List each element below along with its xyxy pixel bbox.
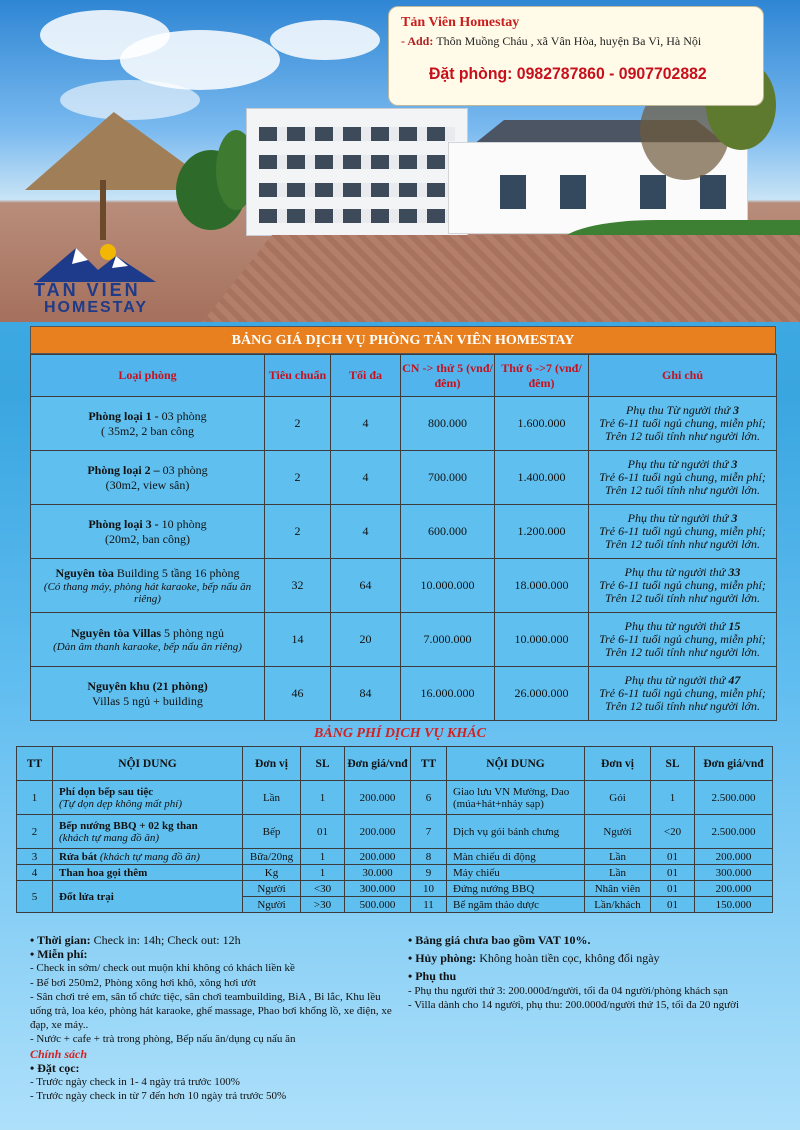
free-item: - Bể bơi 250m2, Phòng xông hơi khô, xông hơi ướt <box>30 976 257 989</box>
note-adults: Trên 12 tuổi tính như người lớn. <box>605 429 760 443</box>
weekday-price-cell: 16.000.000 <box>401 667 495 721</box>
address-value: Thôn Muồng Cháu , xã Vân Hòa, huyện Ba Vì, Hà Nội <box>436 34 702 48</box>
table-row <box>31 613 777 667</box>
table-row <box>17 865 773 881</box>
homestay-name: Tản Viên Homestay <box>401 15 520 30</box>
unit-cell: Lần <box>585 849 651 865</box>
service-sub: (Tự dọn dẹp không mất phí) <box>59 797 183 810</box>
price-table-title: BẢNG GIÁ DỊCH VỤ PHÒNG TẢN VIÊN HOMESTAY <box>30 326 776 354</box>
service-name: Rửa bát <box>59 850 98 863</box>
price-cell: 200.000 <box>345 849 411 865</box>
room-name: Nguyên tòa Villas <box>70 626 161 640</box>
unit-cell: Nhân viên <box>585 881 651 897</box>
price-header-row <box>31 355 777 397</box>
room-count: Building 5 tầng 16 phòng <box>113 566 240 580</box>
table-row <box>17 881 773 897</box>
header-unit: Đơn vị <box>585 747 651 781</box>
service-cell <box>53 849 243 865</box>
max-cell: 4 <box>331 451 401 505</box>
note-children: Trẻ 6-11 tuổi ngủ chung, miễn phí; <box>599 470 766 484</box>
room-type-cell <box>31 451 265 505</box>
header-content: NỘI DUNG <box>447 747 585 781</box>
service-cell <box>53 815 243 849</box>
tt-cell: 10 <box>411 881 447 897</box>
unit-cell: Lần/khách <box>585 897 651 913</box>
qty-cell: 01 <box>651 897 695 913</box>
weekday-price-cell: 700.000 <box>401 451 495 505</box>
service-name: Bể ngâm thảo dược <box>447 897 585 913</box>
hero-photo <box>0 0 800 322</box>
max-cell: 4 <box>331 397 401 451</box>
header-price: Đơn giá/vnđ <box>695 747 773 781</box>
qty-cell: 01 <box>301 815 345 849</box>
qty-cell: >30 <box>301 897 345 913</box>
note-surcharge: Phụ thu từ người thứ <box>624 619 729 633</box>
cancel-label: • Hủy phòng: <box>408 951 477 966</box>
room-name: Nguyên tòa <box>55 566 114 580</box>
room-desc: (Có thang máy, phòng hát karaoke, bếp nấu ăn riêng) <box>43 581 252 605</box>
weekend-price-cell: 1.600.000 <box>495 397 589 451</box>
header-unit: Đơn vị <box>243 747 301 781</box>
note-surcharge: Phụ thu từ người thứ <box>627 457 732 471</box>
surcharge-item: - Villa dành cho 14 người, phụ thu: 200.000đ/người thứ 15, tối đa 20 người <box>408 998 739 1011</box>
tt-cell: 6 <box>411 781 447 815</box>
price-cell: 2.500.000 <box>695 781 773 815</box>
header-room-type: Loại phòng <box>31 355 265 397</box>
price-cell: 200.000 <box>345 815 411 849</box>
note-children: Trẻ 6-11 tuổi ngủ chung, miễn phí; <box>599 416 766 430</box>
service-name: Đứng nướng BBQ <box>447 881 585 897</box>
room-name: Nguyên khu (21 phòng) <box>87 678 208 693</box>
table-row <box>31 667 777 721</box>
checkin-time <box>30 933 400 947</box>
unit-cell: Người <box>243 881 301 897</box>
table-row <box>17 849 773 865</box>
header-max: Tối đa <box>331 355 401 397</box>
services-table <box>16 746 772 913</box>
weekend-price-cell: 26.000.000 <box>495 667 589 721</box>
weekday-price-cell: 800.000 <box>401 397 495 451</box>
header-qty: SL <box>301 747 345 781</box>
standard-cell: 14 <box>265 613 331 667</box>
header-tt: TT <box>411 747 447 781</box>
room-desc: (30m2, view sân) <box>105 477 190 492</box>
weekday-price-cell: 10.000.000 <box>401 559 495 613</box>
price-cell: 30.000 <box>345 865 411 881</box>
service-name: Dịch vụ gói bánh chưng <box>447 815 585 849</box>
note-surcharge-number: 3 <box>731 457 738 471</box>
header-qty: SL <box>651 747 695 781</box>
note-surcharge-number: 33 <box>728 565 741 579</box>
header-content: NỘI DUNG <box>53 747 243 781</box>
weekend-price-cell: 18.000.000 <box>495 559 589 613</box>
room-type-cell <box>31 505 265 559</box>
service-name: Than hoa gọi thêm <box>53 865 243 881</box>
vat-note: • Bảng giá chưa bao gồm VAT 10%. <box>408 933 591 947</box>
unit-cell: Gói <box>585 781 651 815</box>
contact-box <box>388 6 764 106</box>
standard-cell: 32 <box>265 559 331 613</box>
max-cell: 4 <box>331 505 401 559</box>
service-name: Đốt lửa trại <box>53 881 243 913</box>
service-name: Bếp nướng BBQ + 02 kg than <box>59 819 198 832</box>
room-type-cell <box>31 613 265 667</box>
free-item: - Check in sớm/ check out muộn khi không có khách liền kề <box>30 962 295 975</box>
qty-cell: <20 <box>651 815 695 849</box>
surcharge-item: - Phụ thu người thứ 3: 200.000đ/người, tối đa 04 người/phòng khách sạn <box>408 984 728 997</box>
time-label: • Thời gian: <box>30 933 91 947</box>
tt-cell: 4 <box>17 865 53 881</box>
max-cell: 20 <box>331 613 401 667</box>
qty-cell: 1 <box>651 781 695 815</box>
booking-phone: Đặt phòng: 0982787860 - 0907702882 <box>429 64 707 83</box>
tt-cell: 1 <box>17 781 53 815</box>
price-cell: 200.000 <box>345 781 411 815</box>
room-type-cell <box>31 559 265 613</box>
services-title: BẢNG PHÍ DỊCH VỤ KHÁC <box>314 726 486 741</box>
weekend-price-cell: 10.000.000 <box>495 613 589 667</box>
room-name: Phòng loại 2 – <box>87 462 160 477</box>
table-row <box>31 451 777 505</box>
service-cell <box>53 781 243 815</box>
room-count: 5 phòng ngủ <box>161 626 224 640</box>
note-adults: Trên 12 tuổi tính như người lớn. <box>605 483 760 497</box>
notes-left <box>30 933 400 1103</box>
deposit-item: - Trước ngày check in từ 7 đến hơn 10 ngày trả trước 50% <box>30 1090 287 1103</box>
room-type-cell <box>31 397 265 451</box>
service-name: Máy chiếu <box>447 865 585 881</box>
note-surcharge: Phụ thu từ người thứ <box>627 511 732 525</box>
service-name: Giao lưu VN Mường, Dao (múa+hát+nhảy sạp) <box>447 781 585 815</box>
tt-cell: 3 <box>17 849 53 865</box>
room-count: 10 phòng <box>158 516 207 531</box>
weekend-price-cell: 1.400.000 <box>495 451 589 505</box>
price-cell: 150.000 <box>695 897 773 913</box>
max-cell: 64 <box>331 559 401 613</box>
header-tt: TT <box>17 747 53 781</box>
logo <box>30 242 190 322</box>
unit-cell: Bữa/20ng <box>243 849 301 865</box>
note-adults: Trên 12 tuổi tính như người lớn. <box>605 645 760 659</box>
note-children: Trẻ 6-11 tuổi ngủ chung, miễn phí; <box>599 524 766 538</box>
header-weekday-price: CN -> thứ 5 (vnđ/đêm) <box>401 355 495 397</box>
note-cell <box>589 667 777 721</box>
qty-cell: 1 <box>301 849 345 865</box>
qty-cell: 1 <box>301 865 345 881</box>
address <box>401 34 751 49</box>
note-children: Trẻ 6-11 tuổi ngủ chung, miễn phí; <box>599 632 766 646</box>
note-adults: Trên 12 tuổi tính như người lớn. <box>605 591 760 605</box>
deposit-item: - Trước ngày check in 1- 4 ngày trả trước 100% <box>30 1076 240 1089</box>
note-surcharge-number: 3 <box>733 403 740 417</box>
price-cell: 500.000 <box>345 897 411 913</box>
cancel-policy <box>408 951 793 965</box>
surcharge-label: • Phụ thu <box>408 969 457 984</box>
unit-cell: Người <box>243 897 301 913</box>
tt-cell: 7 <box>411 815 447 849</box>
header-weekend-price: Thứ 6 ->7 (vnđ/đêm) <box>495 355 589 397</box>
note-children: Trẻ 6-11 tuổi ngủ chung, miễn phí; <box>599 686 766 700</box>
room-desc: (Dàn âm thanh karaoke, bếp nấu ăn riêng) <box>53 641 242 653</box>
service-sub: (khách tự mang đồ ăn) <box>59 831 160 844</box>
room-desc: ( 35m2, 2 ban công <box>101 423 194 438</box>
free-label: • Miễn phí: <box>30 947 88 962</box>
standard-cell: 2 <box>265 451 331 505</box>
unit-cell: Lần <box>243 781 301 815</box>
weekday-price-cell: 600.000 <box>401 505 495 559</box>
notes-right <box>408 933 793 1012</box>
service-name: Màn chiếu di động <box>447 849 585 865</box>
unit-cell: Người <box>585 815 651 849</box>
tt-cell: 8 <box>411 849 447 865</box>
unit-cell: Lần <box>585 865 651 881</box>
service-sub: (khách tự mang đồ ăn) <box>97 850 200 863</box>
note-cell <box>589 451 777 505</box>
tt-cell: 11 <box>411 897 447 913</box>
header-standard: Tiêu chuẩn <box>265 355 331 397</box>
mountain-logo-icon <box>36 242 176 282</box>
unit-cell: Bếp <box>243 815 301 849</box>
note-surcharge-number: 47 <box>728 673 741 687</box>
logo-line1: TAN VIEN <box>34 280 141 300</box>
note-surcharge-number: 15 <box>728 619 741 633</box>
free-item: - Nước + cafe + trà trong phòng, Bếp nấu ăn/dụng cụ nấu ăn <box>30 1033 296 1046</box>
note-surcharge: Phụ thu từ người thứ <box>624 565 729 579</box>
note-surcharge: Phụ thu từ người thứ <box>624 673 729 687</box>
note-adults: Trên 12 tuổi tính như người lớn. <box>605 699 760 713</box>
services-header-row <box>17 747 773 781</box>
address-label: - Add: <box>401 34 434 48</box>
weekday-price-cell: 7.000.000 <box>401 613 495 667</box>
note-surcharge-number: 3 <box>731 511 738 525</box>
room-desc: (20m2, ban công) <box>105 531 190 546</box>
logo-line2: HOMESTAY <box>44 299 149 316</box>
room-name: Phòng loại 1 - <box>88 408 159 423</box>
standard-cell: 2 <box>265 505 331 559</box>
room-desc: Villas 5 ngủ + building <box>92 693 203 708</box>
room-type-cell <box>31 667 265 721</box>
price-cell: 200.000 <box>695 881 773 897</box>
header-notes: Ghi chú <box>589 355 777 397</box>
note-cell <box>589 613 777 667</box>
cancel-value: Không hoàn tiền cọc, không đổi ngày <box>476 951 660 966</box>
price-cell: 300.000 <box>695 865 773 881</box>
tt-cell: 5 <box>17 881 53 913</box>
qty-cell: 1 <box>301 781 345 815</box>
room-price-table <box>30 326 776 721</box>
service-name: Phí dọn bếp sau tiệc <box>59 785 154 798</box>
table-row <box>17 815 773 849</box>
room-count: 03 phòng <box>159 462 208 477</box>
table-row <box>31 559 777 613</box>
deposit-label: • Đặt cọc: <box>30 1060 80 1075</box>
qty-cell: 01 <box>651 849 695 865</box>
tt-cell: 2 <box>17 815 53 849</box>
note-cell <box>589 397 777 451</box>
table-row <box>31 505 777 559</box>
note-cell <box>589 559 777 613</box>
weekend-price-cell: 1.200.000 <box>495 505 589 559</box>
table-row <box>17 781 773 815</box>
time-value: Check in: 14h; Check out: 12h <box>90 933 241 947</box>
free-item: - Sân chơi trẻ em, sân tổ chức tiệc, sân chơi teambuilding, BiA , Bi lắc, Khu lều uống trà, loa kéo, phòng hát karaoke, ghế massage, Phao bơi khổng lồ, xe điện, xe đạp, xe máy.. <box>30 990 392 1032</box>
price-cell: 300.000 <box>345 881 411 897</box>
room-count: 03 phòng <box>158 408 207 423</box>
unit-cell: Kg <box>243 865 301 881</box>
room-name: Phòng loại 3 - <box>88 516 159 531</box>
qty-cell: <30 <box>301 881 345 897</box>
standard-cell: 2 <box>265 397 331 451</box>
note-surcharge: Phụ thu Từ người thứ <box>625 403 734 417</box>
price-cell: 2.500.000 <box>695 815 773 849</box>
header-price: Đơn giá/vnđ <box>345 747 411 781</box>
price-cell: 200.000 <box>695 849 773 865</box>
table-row <box>31 397 777 451</box>
tt-cell: 9 <box>411 865 447 881</box>
note-cell <box>589 505 777 559</box>
qty-cell: 01 <box>651 865 695 881</box>
note-children: Trẻ 6-11 tuổi ngủ chung, miễn phí; <box>599 578 766 592</box>
policy-heading: Chính sách <box>30 1046 88 1061</box>
qty-cell: 01 <box>651 881 695 897</box>
max-cell: 84 <box>331 667 401 721</box>
note-adults: Trên 12 tuổi tính như người lớn. <box>605 537 760 551</box>
standard-cell: 46 <box>265 667 331 721</box>
